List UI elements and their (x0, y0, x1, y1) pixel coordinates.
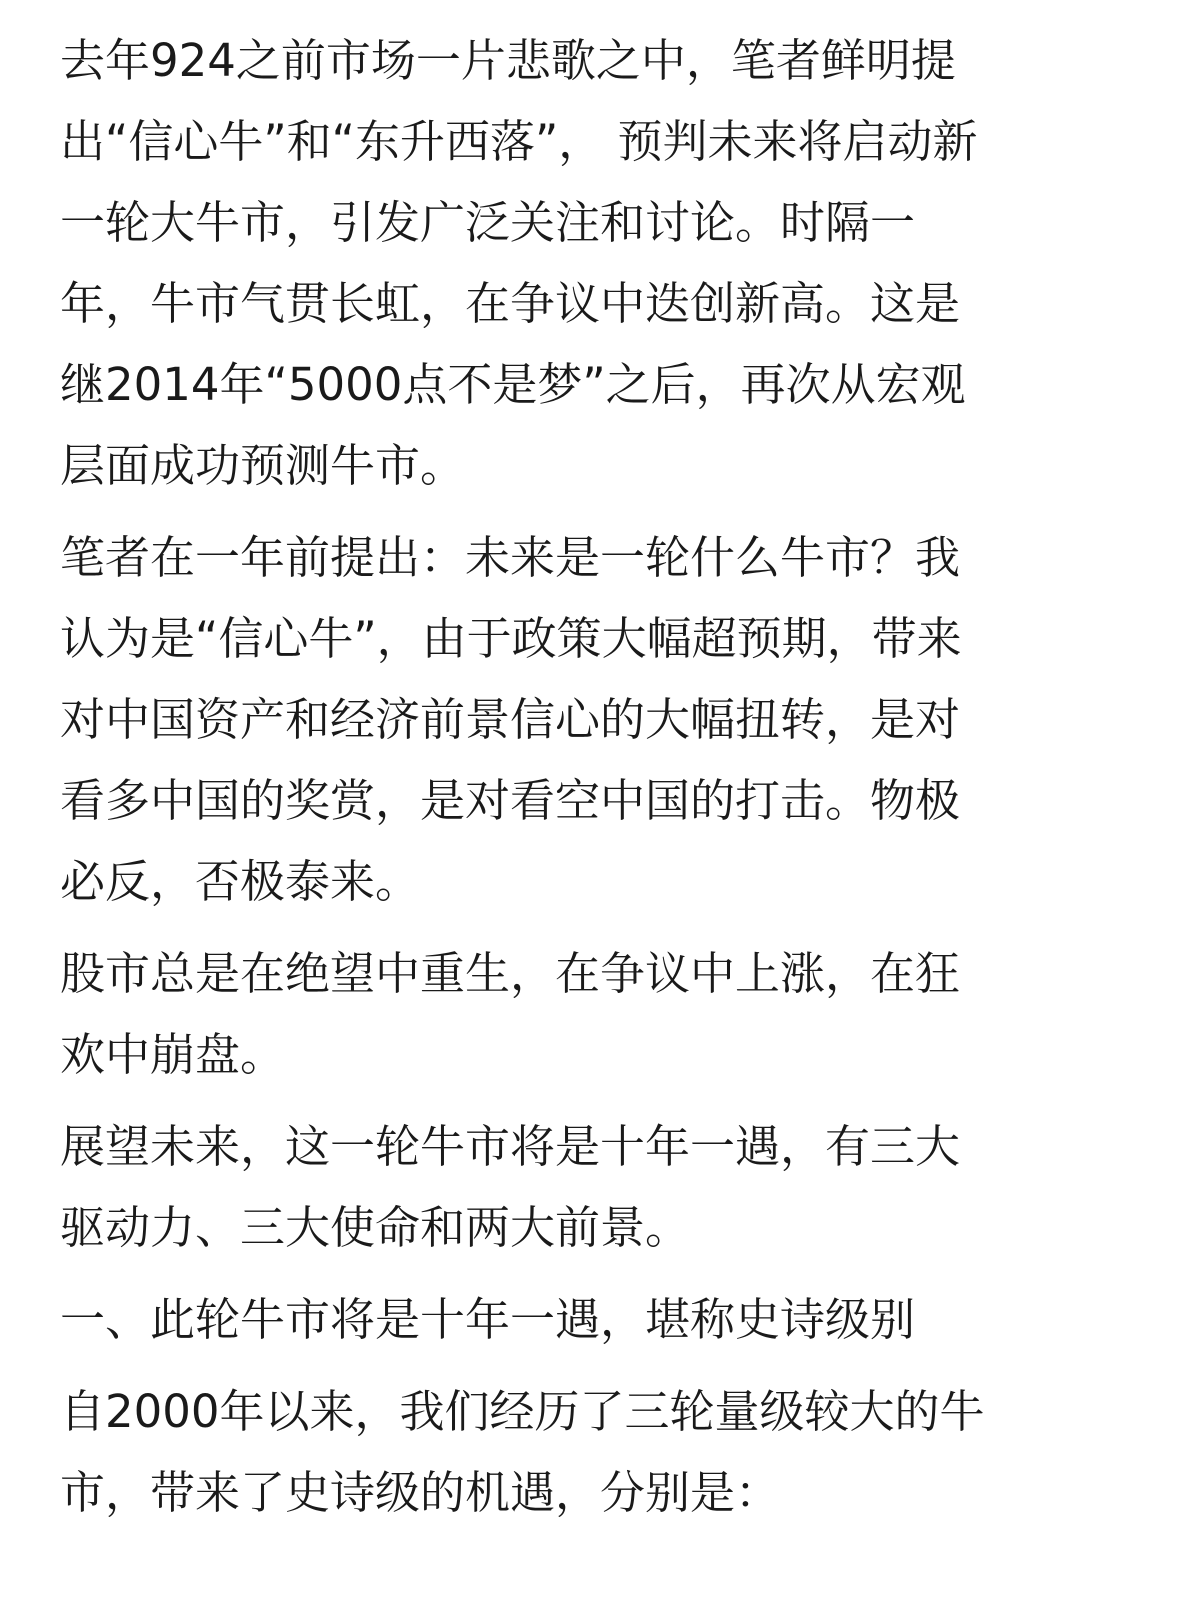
article-paragraph-4: 展望未来，这一轮牛市将是十年一遇，有三大 驱动力、三大使命和两大前景。 (60, 1120, 961, 1254)
section-heading-1: 一、此轮牛市将是十年一遇，堪称史诗级别 (60, 1293, 916, 1346)
article-paragraph-1: 去年924之前市场一片悲歌之中，笔者鲜明提 出“信心牛”和“东升西落”， 预判未来将启动新 一轮大牛市，引发广泛关注和讨论。时隔一 年，牛市气贯长虹，在争议中迭创新高。这是 继2014年“5000点不是梦”之后，再次从宏观 层面成功预测牛市。 (60, 34, 978, 492)
article-paragraph-2: 笔者在一年前提出：未来是一轮什么牛市？我 认为是“信心牛”，由于政策大幅超预期，带来 对中国资产和经济前景信心的大幅扭转，是对 看多中国的奖赏，是对看空中国的打击。物极 必反，否极泰来。 (60, 531, 962, 908)
article-paragraph-3: 股市总是在绝望中重生，在争议中上涨，在狂 欢中崩盘。 (60, 947, 961, 1081)
article-paragraph-5: 自2000年以来，我们经历了三轮量级较大的牛 市，带来了史诗级的机遇，分别是： (60, 1385, 985, 1519)
